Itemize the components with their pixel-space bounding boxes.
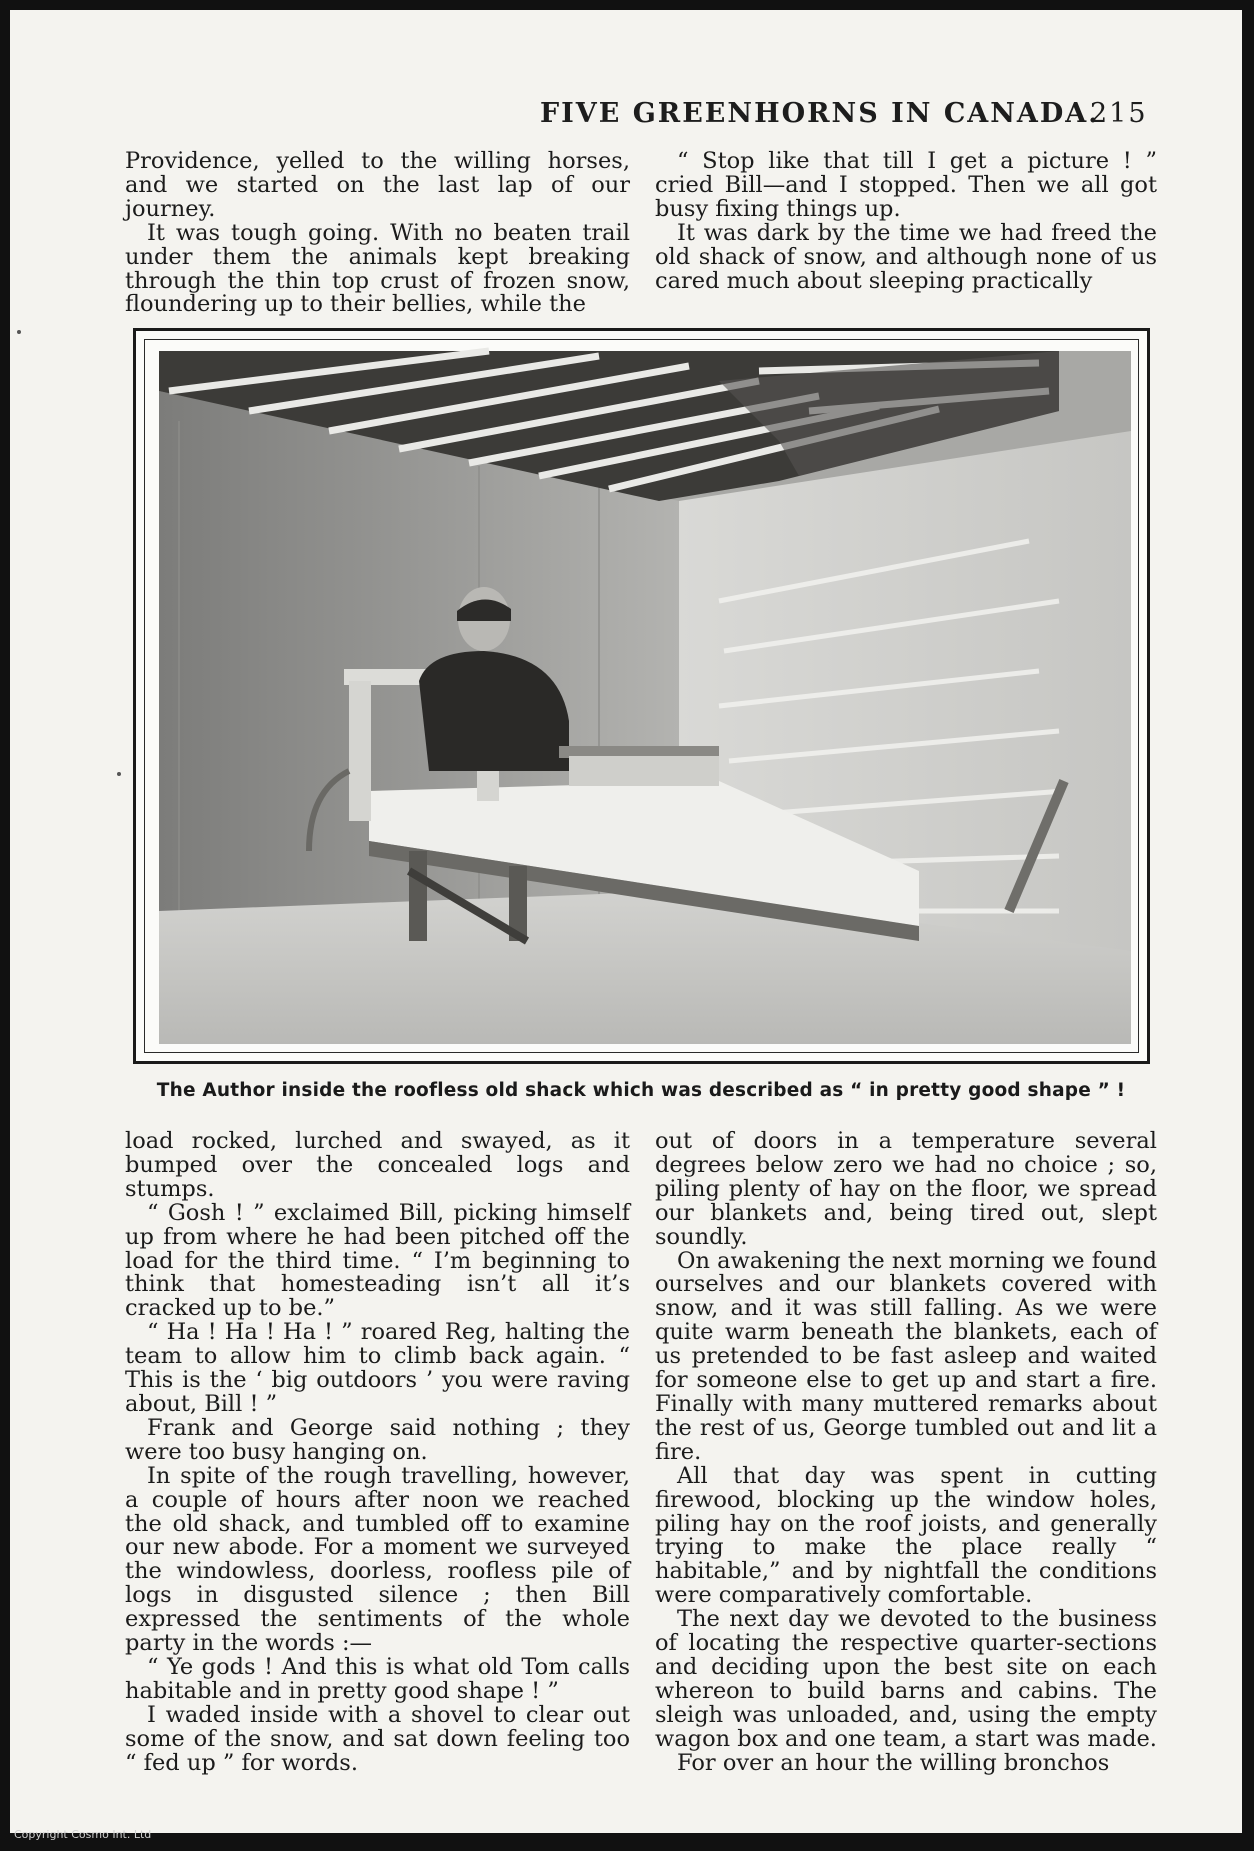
photo-author-in-roofless-shack	[159, 351, 1131, 1044]
paragraph: It was dark by the time we had freed the old shack of snow, and although none of us cared much about sleeping practically	[655, 219, 1157, 294]
paragraph: “ Gosh ! ” exclaimed Bill, picking himself up from where he had been pitched off the load for the third time. “ I’m beginning to think that homesteading isn’t all it’s cracked up to be.”	[125, 1199, 630, 1322]
paragraph: out of doors in a temperature several degrees below zero we had no choice ; so, piling plenty of hay on the floor, we spread our blankets and, being tired out, slept soundly.	[655, 1128, 1157, 1250]
paragraph: The next day we devoted to the business of locating the respective quarter-sections and deciding upon the best site on each whereon to build barns and cabins. The sleigh was unloaded, and, using the empty wagon box and one team, a start was made.	[655, 1606, 1157, 1752]
paragraph: It was tough going. With no beaten trail under them the animals kept breaking through the thin top crust of frozen snow, floundering up to their bellies, while the	[125, 219, 630, 318]
paragraph: For over an hour the willing bronchos	[677, 1749, 1110, 1776]
copyright-notice: Copyright Cosmo Int. Ltd	[14, 1828, 152, 1841]
paragraph: “ Ye gods ! And this is what old Tom calls habitable and in pretty good shape ! ”	[125, 1653, 630, 1704]
page-number: 215	[1090, 98, 1148, 129]
paragraph: load rocked, lurched and swayed, as it bumped over the concealed logs and stumps.	[125, 1128, 630, 1202]
paragraph: I waded inside with a shovel to clear out some of the snow, and sat down feeling too “ fed up ” for words.	[125, 1701, 630, 1776]
text-column-top-right	[655, 150, 1157, 300]
paragraph: Providence, yelled to the willing horses, and we started on the last lap of our journey.	[125, 148, 630, 222]
paragraph: On awakening the next morning we found ourselves and our blankets covered with snow, and it was still falling. As we were quite warm beneath the blankets, each of us pretended to be fast asleep and waited for someone else to get up and start a fire. Finally with many muttered remarks about the rest of us, George tumbled out and lit a fire.	[655, 1247, 1157, 1465]
paragraph: In spite of the rough travelling, however, a couple of hours after noon we reached the old shack, and tumbled off to examine our new abode. For a moment we surveyed the windowless, doorless, roofless pile of logs in disgusted silence ; then Bill expressed the sentiments of the whole party in the words :—	[125, 1462, 630, 1657]
article-title: FIVE GREENHORNS IN CANADA.	[540, 98, 1100, 129]
photo-caption: The Author inside the roofless old shack which was described as “ in pretty good shape ” !	[156, 1080, 1126, 1101]
print-speck	[117, 772, 121, 776]
paragraph: “ Stop like that till I get a picture ! ” cried Bill—and I stopped. Then we all got busy fixing things up.	[655, 148, 1157, 222]
text-column-bottom-right	[655, 1128, 1157, 1776]
running-header	[540, 98, 1148, 138]
paragraph: “ Ha ! Ha ! Ha ! ” roared Reg, halting the team to allow him to climb back again. “ This is the ‘ big outdoors ’ you were raving about, Bill ! ”	[125, 1319, 630, 1417]
text-column-top-left	[125, 148, 630, 318]
paragraph: Frank and George said nothing ; they were too busy hanging on.	[125, 1414, 630, 1465]
print-speck	[17, 330, 21, 334]
paragraph: All that day was spent in cutting firewood, blocking up the window holes, piling hay on the roof joists, and generally trying to make the place really “ habitable,” and by nightfall the conditions were comparatively comfortable.	[655, 1462, 1157, 1609]
text-column-bottom-left	[125, 1128, 630, 1776]
